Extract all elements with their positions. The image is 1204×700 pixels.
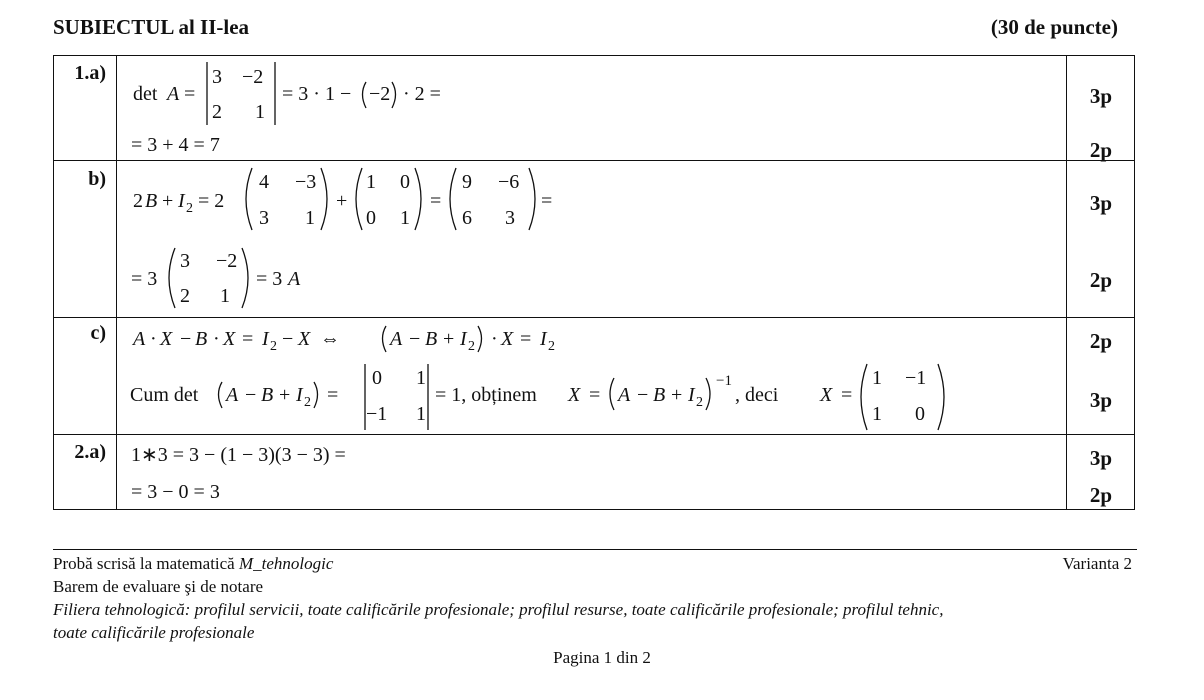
svg-text:1: 1 — [305, 207, 315, 229]
svg-text:+: + — [443, 328, 455, 350]
section-points: (30 de puncte) — [990, 15, 1118, 39]
svg-text:Cum det: Cum det — [130, 384, 199, 406]
svg-text:I: I — [178, 190, 185, 212]
svg-text:−6: −6 — [498, 171, 520, 193]
points-1c-2: 3p — [1089, 388, 1113, 412]
svg-text:2: 2 — [186, 201, 193, 216]
svg-text:−3: −3 — [295, 171, 317, 193]
svg-text:=: = — [541, 190, 553, 212]
svg-text:A: A — [618, 384, 631, 406]
svg-text:−: − — [409, 328, 421, 350]
svg-text:2: 2 — [180, 285, 190, 307]
item-label-2a: 2.a) — [74, 441, 106, 463]
svg-text:+: + — [671, 384, 683, 406]
svg-text:1: 1 — [416, 367, 426, 389]
svg-text:−1: −1 — [366, 403, 388, 425]
svg-text:2: 2 — [468, 339, 475, 354]
svg-text:−: − — [245, 384, 257, 406]
svg-text:3: 3 — [180, 250, 190, 272]
svg-text:−2: −2 — [242, 66, 264, 88]
footer-exam-label: Probă scrisă la matematică — [53, 554, 235, 573]
svg-text:0: 0 — [915, 403, 925, 425]
svg-text:−: − — [282, 328, 294, 350]
svg-text:= 3: = 3 — [131, 268, 158, 290]
svg-text:−2: −2 — [216, 250, 238, 272]
svg-text:· 2 =: · 2 = — [403, 83, 441, 105]
svg-text:I: I — [460, 328, 467, 350]
svg-text:=: = — [589, 384, 601, 406]
points-1a-2: 2p — [1089, 138, 1113, 162]
footer-grading-title: Barem de evaluare şi de notare — [53, 577, 264, 596]
svg-text:3: 3 — [505, 207, 515, 229]
svg-text:−: − — [637, 384, 649, 406]
svg-text:B: B — [261, 384, 274, 406]
svg-text:B: B — [653, 384, 666, 406]
svg-text:I: I — [688, 384, 695, 406]
svg-text:=: = — [242, 328, 254, 350]
points-1b-2: 2p — [1089, 268, 1113, 292]
svg-text:= 3 · 1 −: = 3 · 1 − — [282, 83, 352, 105]
svg-text:0: 0 — [372, 367, 382, 389]
svg-text:B: B — [195, 328, 208, 350]
svg-text:I: I — [262, 328, 269, 350]
svg-text:1: 1 — [366, 171, 376, 193]
svg-text:I: I — [296, 384, 303, 406]
svg-text:2: 2 — [304, 395, 311, 410]
svg-text:X: X — [568, 384, 581, 406]
formula-1a-line2: = 3 + 4 = 7 — [131, 134, 220, 156]
svg-text:2: 2 — [548, 339, 555, 354]
svg-text:2: 2 — [270, 339, 277, 354]
svg-text:2: 2 — [696, 395, 703, 410]
svg-text:= 3: = 3 — [256, 268, 283, 290]
svg-text:1: 1 — [255, 101, 265, 123]
footer-variant: Varianta 2 — [1062, 554, 1132, 573]
svg-text:1: 1 — [400, 207, 410, 229]
svg-text:0: 0 — [400, 171, 410, 193]
svg-text:= 2: = 2 — [198, 190, 225, 212]
svg-text:B: B — [425, 328, 438, 350]
svg-text:=: = — [841, 384, 853, 406]
points-1a-1: 3p — [1089, 84, 1113, 108]
points-2a-2: 2p — [1089, 483, 1113, 507]
svg-text:X: X — [298, 328, 311, 350]
svg-text:B: B — [145, 190, 158, 212]
svg-text:X: X — [223, 328, 236, 350]
svg-text:0: 0 — [366, 207, 376, 229]
svg-text:X: X — [820, 384, 833, 406]
item-label-1b: b) — [88, 168, 106, 190]
svg-text:det: det — [133, 83, 158, 105]
svg-text:1: 1 — [220, 285, 230, 307]
svg-text:6: 6 — [462, 207, 472, 229]
svg-text:3: 3 — [212, 66, 222, 88]
svg-text:9: 9 — [462, 171, 472, 193]
svg-text:1: 1 — [416, 403, 426, 425]
svg-text:A: A — [226, 384, 239, 406]
points-2a-1: 3p — [1089, 446, 1113, 470]
svg-text:=: = — [430, 190, 442, 212]
svg-text:3: 3 — [259, 207, 269, 229]
svg-text:, deci: , deci — [735, 384, 779, 406]
section-title: SUBIECTUL al II-lea — [53, 15, 250, 39]
svg-text:−1: −1 — [905, 367, 927, 389]
svg-text:+: + — [336, 190, 348, 212]
item-label-1a: 1.a) — [74, 62, 106, 84]
footer-exam-title — [53, 554, 333, 574]
svg-text:·: · — [491, 328, 498, 350]
svg-text:I: I — [540, 328, 547, 350]
footer-track-line1: Filiera tehnologică: profilul servicii, toate calificările profesionale; profilul resurse, toate calificările profesionale; profilul tehnic, — [53, 600, 944, 619]
svg-text:2: 2 — [212, 101, 222, 123]
svg-text:= 1, obținem: = 1, obținem — [435, 384, 537, 406]
svg-text:−2: −2 — [369, 83, 391, 105]
footer-divider — [53, 549, 1137, 550]
svg-text:=: = — [327, 384, 339, 406]
svg-text:X: X — [501, 328, 514, 350]
footer-exam-type: M_tehnologic — [238, 554, 334, 573]
svg-text:2: 2 — [133, 190, 143, 212]
svg-text:A: A — [390, 328, 403, 350]
svg-text:X: X — [160, 328, 173, 350]
svg-text:⇔: ⇔ — [320, 328, 340, 350]
svg-text:1: 1 — [872, 367, 882, 389]
footer-track-line2: toate calificările profesionale — [53, 623, 255, 642]
svg-text:=: = — [520, 328, 532, 350]
svg-text:−: − — [180, 328, 192, 350]
svg-text:1: 1 — [872, 403, 882, 425]
svg-text:+: + — [279, 384, 291, 406]
svg-text:=: = — [184, 83, 196, 105]
formula-2a-line2: = 3 − 0 = 3 — [131, 481, 220, 503]
svg-text:·: · — [213, 328, 220, 350]
svg-text:4: 4 — [259, 171, 269, 193]
svg-text:A: A — [167, 83, 180, 105]
points-1b-1: 3p — [1089, 191, 1113, 215]
svg-text:+: + — [162, 190, 174, 212]
svg-text:A: A — [133, 328, 146, 350]
page-number: Pagina 1 din 2 — [553, 648, 651, 667]
svg-text:−1: −1 — [716, 373, 732, 389]
svg-text:·: · — [150, 328, 157, 350]
svg-text:A: A — [288, 268, 301, 290]
points-1c-1: 2p — [1089, 329, 1113, 353]
formula-2a-line1: 1∗3 = 3 − (1 − 3)(3 − 3) = — [131, 444, 346, 466]
item-label-1c: c) — [90, 322, 106, 344]
